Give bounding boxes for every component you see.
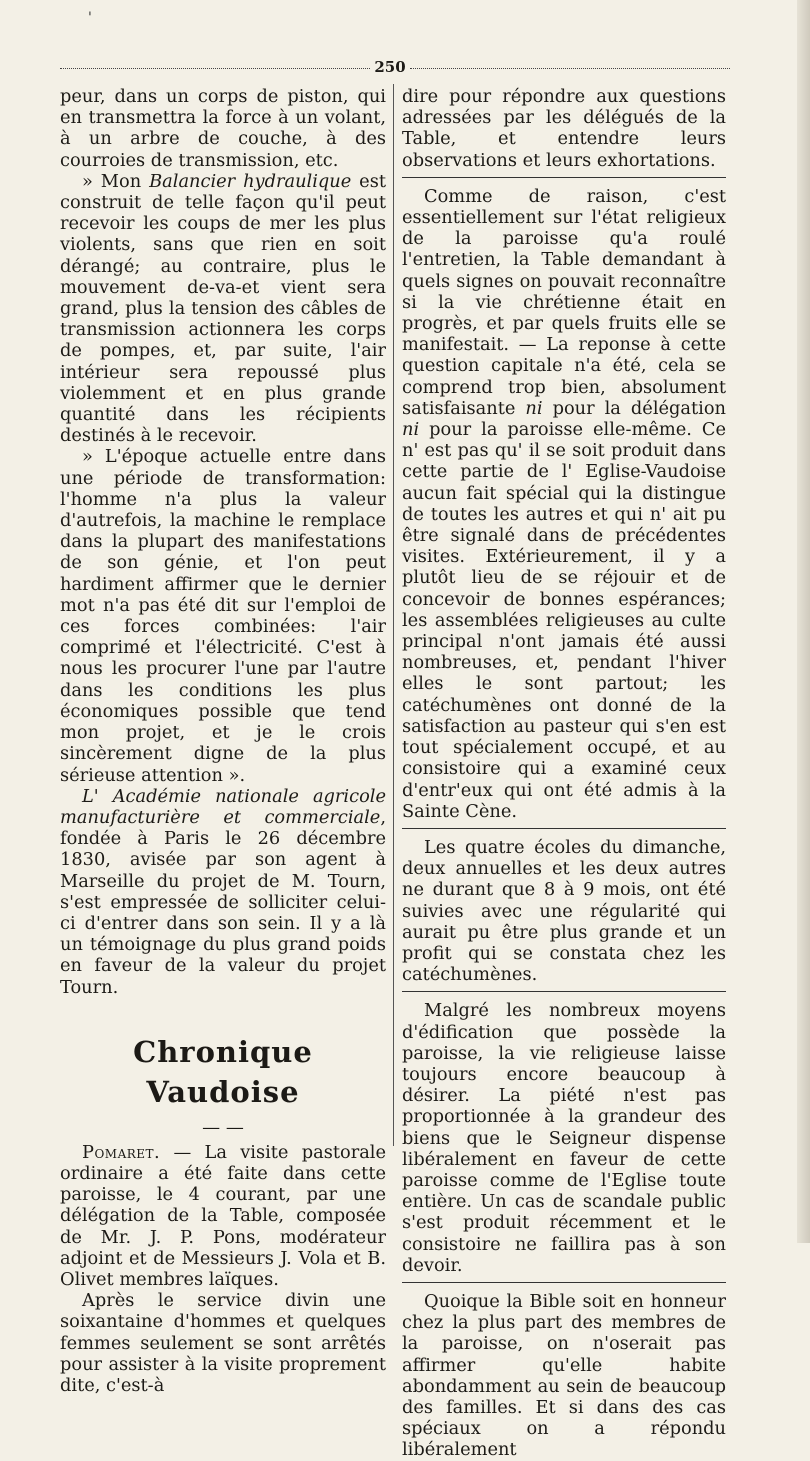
left-column: [60, 86, 386, 1396]
section-heading: Chronique Vaudoise: [133, 1034, 313, 1109]
left-paragraph-1: peur, dans un corps de piston, qui en transmettra la force à un volant, à un arbre de couche, à des courroies de transmission, etc.: [60, 86, 386, 171]
right-paragraph-1: dire pour répondre aux questions adressées par les délégués de la Table, et entendre leurs observations et leurs exhortations.: [402, 86, 726, 171]
italic-word: ni: [525, 397, 543, 419]
left-paragraph-2: [60, 171, 386, 447]
right-column: [402, 86, 726, 1461]
academy-name: L' Académie nationale agricole manufacturière et commerciale: [60, 785, 386, 828]
paragraph-rule: [402, 991, 726, 992]
paragraph-text: pour la paroisse elle-même. Ce n' est pas qu' il se soit produit dans cette partie de l' Eglise-Vaudoise aucun fait spécial qui la distingue de toutes les autres et qui n' ait pu être signalé dans de précédentes visites. Extérieurement, il y a plutôt lieu de se réjouir et de concevoir de bonnes espérances; les assemblées religieuses au culte principal n'ont jamais été aussi nombreuses, et, pendant l'hiver elles le sont partout; les catéchumènes ont donné de la satisfaction au pasteur qui s'en est tout spécialement occupé, et au consistoire qui a examiné ceux d'entr'eux qui ont été admis à la Sainte Cène.: [402, 419, 726, 822]
right-paragraph-4: Malgré les nombreux moyens d'édification que possède la paroisse, la vie religieuse laisse toujours encore beaucoup à désirer. La piété n'est pas proportionnée à la grandeur des biens que le Seigneur dispense libéralement en faveur de cette paroisse comme de l'Eglise toute entière. Un cas de scandale public s'est produit récemment et le consistoire ne faillira pas à son devoir.: [402, 1000, 726, 1276]
page-edge-shadow: [797, 0, 810, 1243]
paragraph-rule: [402, 177, 726, 178]
paragraph-rule: [402, 828, 726, 829]
paragraph-text: Comme de raison, c'est essentiellement sur l'état religieux de la paroisse qu'a roulé l'entretien, la Table demandant à quels signes on pouvait reconnaître si la vie chrétienne était en progrès, et par quels fruits elle se manifestait. — La reponse à cette question capitale n'a été, cela se comprend trop bien, absolument satisfaisante: [402, 185, 726, 419]
paragraph-rule: [402, 1282, 726, 1283]
left-paragraph-5: [60, 1142, 386, 1290]
paragraph-text: pour la délégation: [542, 397, 727, 419]
header-rule-left: [60, 68, 370, 69]
left-paragraph-3: » L'époque actuelle entre dans une période de transformation: l'homme n'a plus la valeur d'autrefois, la machine le remplace dans la plupart des manifestations de son génie, et l'on peut hardiment affirmer que le dernier mot n'a pas été dit sur l'emploi de ces forces combinées: l'air comprimé et l'électricité. C'est à nous les procurer l'une par l'autre dans les conditions les plus économiques possible que tend mon projet, et je le crois sincèrement digne de la plus sérieuse attention ».: [60, 446, 386, 786]
column-divider: [393, 84, 394, 1146]
place-name: Pomaret.: [82, 1141, 161, 1163]
right-paragraph-3: Les quatre écoles du dimanche, deux annuelles et les deux autres ne durant que 8 à 9 mois, ont été suivies avec une régularité qui aurait pu être plus grande et un profit qui se constata chez les catéchumènes.: [402, 836, 726, 986]
left-paragraph-6: Après le service divin une soixantaine d'hommes et quelques femmes seulement se sont arrêtés pour assister à la visite proprement dite, c'est-à: [60, 1290, 386, 1396]
italic-term: Balancier hydraulique: [149, 170, 352, 192]
italic-word: ni: [402, 419, 420, 441]
paragraph-text: est construit de telle façon qu'il peut recevoir les coups de mer les plus violents, sans que rien en soit dérangé; au contraire, plus le mouvement de-va-et vient sera grand, plus la tension des câbles de transmission actionnera les corps de pompes, et, par suite, l'air intérieur sera repoussé plus violemment et en plus grande quantité dans les récipients destinés à le recevoir.: [60, 170, 386, 447]
heading-dash: — —: [202, 1116, 244, 1138]
right-paragraph-2: [402, 186, 726, 822]
quote-lead: » Mon: [82, 170, 150, 192]
paragraph-text: , fondée à Paris le 26 décembre 1830, avisée par son agent à Marseille du projet de M. Tourn, s'est empressée de solliciter celui-ci d'entrer dans son sein. Il y a là un témoignage du plus grand poids en faveur de la valeur du projet Tourn.: [60, 806, 386, 998]
page-number: 250: [374, 58, 406, 76]
page-header: [60, 58, 730, 76]
paragraph-text: — La visite pastorale ordinaire a été faite dans cette paroisse, le 4 courant, par une délégation de la Table, composée de Mr. J. P. Pons, modérateur adjoint et de Messieurs J. Vola et B. Olivet membres laïques.: [60, 1141, 386, 1290]
corner-mark: ': [88, 10, 92, 26]
header-rule-right: [410, 68, 730, 69]
right-paragraph-5: Quoique la Bible soit en honneur chez la plus part des membres de la paroisse, on n'oserait pas affirmer qu'elle habite abondamment au sein de beaucoup des familles. Et si dans des cas spéciaux on a répondu libéralement: [402, 1290, 726, 1461]
left-paragraph-4: [60, 786, 386, 998]
